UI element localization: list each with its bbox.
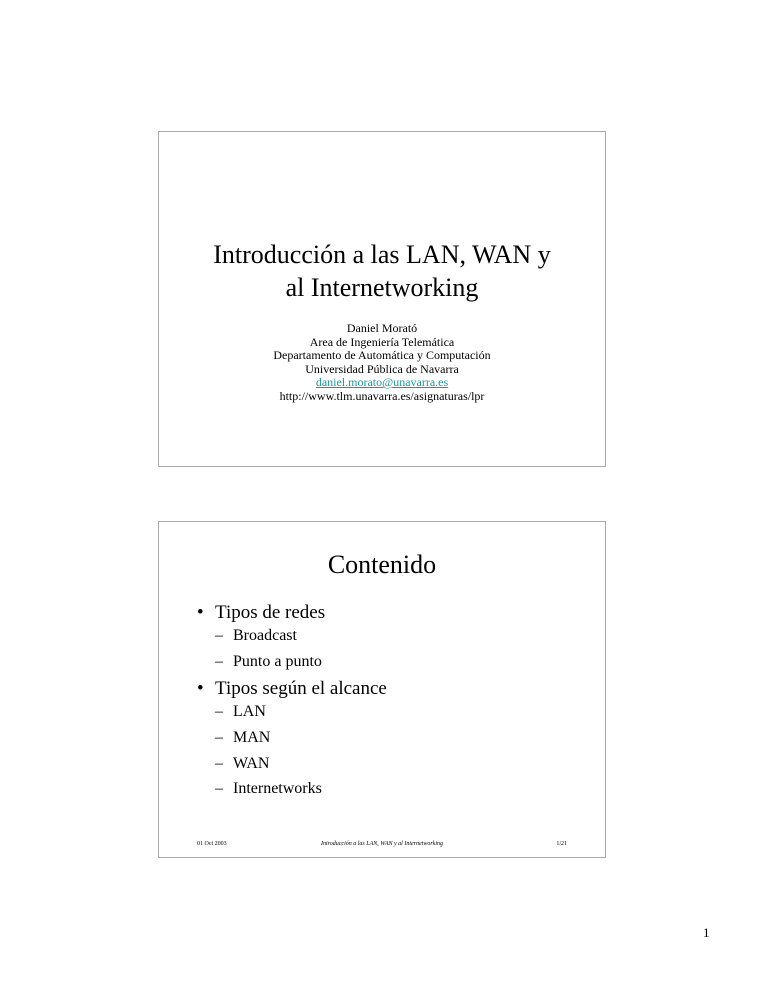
sub-text: WAN	[233, 754, 270, 772]
footer-date: 01 Oct 2003	[197, 841, 227, 847]
footer-page: 1/21	[556, 841, 567, 847]
sub-item	[215, 653, 387, 671]
sub-list	[215, 703, 387, 798]
sub-item	[215, 755, 387, 773]
title-line-1: Introducción a las LAN, WAN y	[213, 240, 551, 269]
slide-title-heading	[159, 238, 605, 304]
affiliation-area: Area de Ingeniería Telemática	[309, 334, 455, 349]
dash-icon: –	[215, 652, 223, 670]
bullet-icon: •	[197, 678, 204, 700]
footer-title: Introducción a las LAN, WAN y al Internetworking	[320, 841, 443, 847]
sub-item	[215, 627, 387, 645]
bullet-icon: •	[197, 602, 204, 623]
author-name: Daniel Morató	[346, 321, 418, 335]
sub-text: Internetworks	[233, 780, 322, 798]
sub-item	[215, 780, 387, 798]
email-link[interactable]: daniel.morato@unavarra.es	[315, 375, 449, 389]
bullet-text: Tipos de redes	[215, 602, 326, 623]
author-block	[159, 322, 605, 403]
course-url: http://www.tlm.unavarra.es/asignaturas/lpr	[279, 388, 485, 403]
sub-text: MAN	[233, 729, 271, 747]
dash-icon: –	[215, 703, 223, 721]
sub-text: Punto a punto	[233, 652, 322, 670]
affiliation-university: Universidad Pública de Navarra	[305, 361, 459, 376]
slide-title	[158, 131, 606, 467]
bullet-item	[197, 678, 387, 798]
sub-item	[215, 729, 387, 747]
slide-contents-heading: Contenido	[327, 550, 437, 579]
bullet-item	[197, 602, 387, 671]
sub-text: LAN	[233, 703, 266, 721]
bullet-text: Tipos según el alcance	[215, 678, 387, 700]
bullet-list	[197, 602, 387, 806]
sub-item	[215, 703, 387, 721]
title-line-2: al Internetworking	[285, 273, 479, 302]
dash-icon: –	[215, 780, 223, 798]
dash-icon: –	[215, 627, 223, 644]
sub-list	[215, 627, 387, 671]
page-number: 1	[703, 925, 710, 940]
dash-icon: –	[215, 729, 223, 747]
sub-text: Broadcast	[233, 627, 297, 644]
dash-icon: –	[215, 754, 223, 772]
affiliation-department: Departamento de Automática y Computación	[273, 348, 491, 362]
slide-contents	[158, 521, 606, 858]
